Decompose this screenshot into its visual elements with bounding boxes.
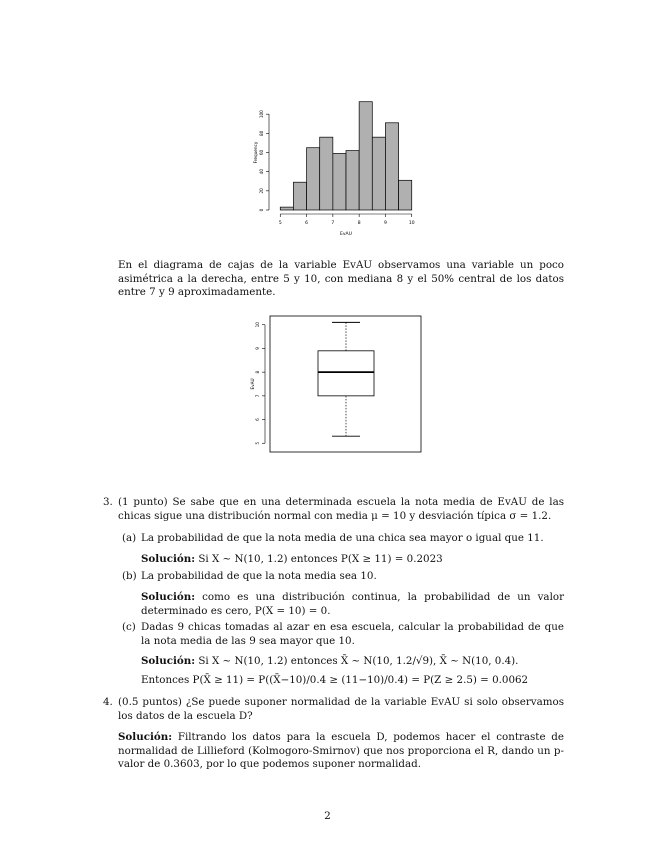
histogram-bar [320, 137, 333, 210]
page-number: 2 [324, 810, 331, 822]
iqr-box [318, 351, 374, 396]
y-tick-label: 80 [259, 130, 264, 137]
histogram-bar [399, 180, 412, 210]
y-tick-label: 10 [255, 322, 260, 328]
histogram-bar [307, 148, 320, 210]
x-axis-label: EvAU [340, 232, 352, 237]
histogram-bar [385, 123, 398, 210]
question-3-number: 3. [103, 496, 113, 508]
y-tick-label: 0 [259, 208, 264, 212]
y-tick-label: 40 [259, 168, 264, 175]
x-tick-label: 9 [384, 221, 387, 226]
histogram-bar [280, 207, 293, 210]
histogram-bar [346, 151, 359, 210]
x-tick-label: 7 [331, 221, 335, 226]
x-tick-label: 10 [408, 221, 415, 226]
item-a-label: (a) [122, 532, 137, 544]
y-tick-label: 100 [259, 110, 264, 119]
histogram-bar [333, 153, 346, 210]
item-b-label: (b) [122, 570, 137, 582]
x-tick-label: 6 [305, 221, 308, 226]
item-c-solution-line2: Entonces P(X̄ ≥ 11) = P((X̄−10)/0.4 ≥ (11−10)/0.4) = P(Z ≥ 2.5) = 0.0062 [141, 674, 529, 686]
item-a-text: La probabilidad de que la nota media de una chica sea mayor o igual que 11. [141, 532, 544, 544]
item-c-label: (c) [122, 621, 136, 633]
question-3-text: (1 punto) Se sabe que en una determinada escuela la nota media de EvAU de las chicas sigue una distribución normal con media μ = 10 y desviación típica σ = 1.2. [118, 496, 564, 522]
y-tick-label: 60 [259, 149, 264, 156]
y-tick-label: 20 [259, 188, 264, 194]
histogram-bar [359, 102, 372, 210]
boxplot-description: En el diagrama de cajas de la variable EvAU observamos una variable un poco asimétrica a la derecha, entre 5 y 10, con mediana 8 y el 50% central de los datos entre 7 y 9 aproximadamente. [118, 259, 564, 299]
y-tick-label: 9 [255, 347, 260, 350]
y-axis-label: EvAU [250, 378, 255, 390]
histogram-chart [245, 80, 435, 240]
item-c-solution-line1: Solución: Si X ∼ N(10, 1.2) entonces X̄ ∼ N(10, 1.2/√9), X̄ ∼ N(10, 0.4). [141, 655, 519, 667]
y-tick-label: 6 [255, 418, 260, 421]
question-4-number: 4. [103, 696, 113, 708]
item-b-solution: Solución: como es una distribución continua, la probabilidad de un valor determinado es cero, P(X = 10) = 0. [141, 591, 564, 617]
item-c-text: Dadas 9 chicas tomadas al azar en esa escuela, calcular la probabilidad de que la nota media de las 9 sea mayor que 10. [141, 621, 564, 647]
question-4-text: (0.5 puntos) ¿Se puede suponer normalidad de la variable EvAU si solo observamos los datos de la escuela D? [118, 696, 564, 722]
y-tick-label: 8 [255, 370, 260, 374]
histogram-bar [372, 137, 385, 210]
histogram-bar [293, 182, 306, 210]
y-axis-label: Frequency [253, 141, 258, 164]
y-tick-label: 7 [255, 394, 260, 398]
y-tick-label: 5 [255, 441, 260, 445]
item-a-solution: Solución: Si X ∼ N(10, 1.2) entonces P(X ≥ 11) = 0.2023 [141, 553, 443, 565]
x-tick-label: 8 [357, 221, 361, 226]
boxplot-chart [248, 310, 433, 460]
item-b-text: La probabilidad de que la nota media sea 10. [141, 570, 377, 582]
question-4-solution: Solución: Filtrando los datos para la escuela D, podemos hacer el contraste de normalidad de Lillieford (Kolmogoro-Smirnov) que nos proporciona el R, dando un p-valor de 0.3603, por lo que podemos suponer normalidad. [118, 731, 564, 771]
x-tick-label: 5 [278, 221, 282, 226]
